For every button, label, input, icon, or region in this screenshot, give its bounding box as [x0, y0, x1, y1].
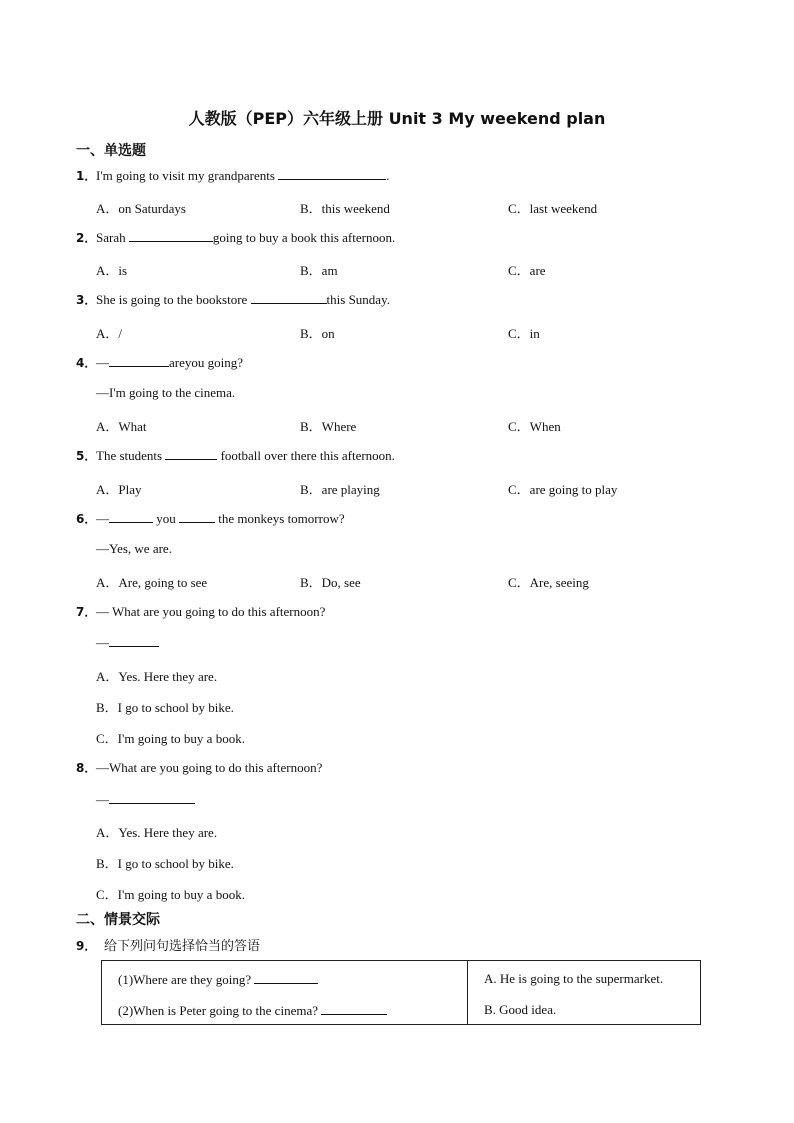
question-text: — — [96, 355, 109, 370]
question-text: I'm going to visit my grandparents — [96, 168, 279, 183]
answer-blank — [109, 510, 153, 523]
question-number: 9． — [76, 939, 97, 953]
question-3 — [76, 291, 390, 308]
question-text: (1)Where are they going? — [118, 972, 255, 987]
option-a: A．Play — [96, 482, 142, 497]
option-a: A．Are, going to see — [96, 575, 208, 590]
question-text-end: the monkeys tomorrow? — [215, 511, 345, 526]
option-b: B．are playing — [300, 482, 380, 497]
option-b: B．Do, see — [300, 575, 361, 590]
question-text: —What are you going to do this afternoon? — [96, 760, 323, 775]
table-divider — [467, 961, 468, 1024]
question-7 — [76, 603, 325, 620]
question-text: — What are you going to do this afternoon? — [96, 604, 326, 619]
question-text: The students — [96, 448, 166, 463]
question-text-mid: you — [153, 511, 179, 526]
document-title: 人教版（PEP）六年级上册 Unit 3 My weekend plan — [188, 109, 606, 128]
question-1 — [76, 167, 389, 184]
question-number: 1． — [76, 169, 97, 183]
option-a: A．Yes. Here they are. — [96, 825, 218, 840]
question-text: 给下列问句选择恰当的答语 — [104, 939, 261, 954]
dialogue-response: —I'm going to the cinema. — [96, 385, 236, 400]
question-number: 2． — [76, 231, 97, 245]
dialogue-response: —Yes, we are. — [96, 541, 172, 556]
answer-blank — [129, 229, 213, 242]
question-number: 5． — [76, 449, 97, 463]
option-c: C．I'm going to buy a book. — [96, 731, 245, 746]
answer-blank — [179, 510, 215, 523]
question-text: — — [96, 511, 109, 526]
question-number: 3． — [76, 293, 97, 307]
question-text-end: areyou going? — [169, 355, 244, 370]
matching-table — [101, 960, 701, 1025]
option-b: B．I go to school by bike. — [96, 856, 234, 871]
question-number: 4． — [76, 356, 97, 370]
section-heading-single-choice: 一、单选题 — [76, 143, 146, 159]
answer-blank — [278, 167, 386, 180]
option-b: B．this weekend — [300, 201, 390, 216]
answer-blank — [109, 354, 169, 367]
question-number: 8． — [76, 761, 97, 775]
option-b: B．I go to school by bike. — [96, 700, 234, 715]
option-c: C．last weekend — [508, 201, 598, 216]
question-text-end: . — [386, 168, 390, 183]
option-b: B．on — [300, 326, 335, 341]
option-c: C．When — [508, 419, 561, 434]
question-4 — [76, 354, 243, 371]
dash: — — [96, 792, 109, 807]
question-text: (2)When is Peter going to the cinema? — [118, 1003, 322, 1018]
table-right-row-2: B. Good idea. — [484, 1002, 557, 1017]
option-b: B．am — [300, 263, 338, 278]
question-9 — [76, 935, 260, 954]
option-c: C．in — [508, 326, 540, 341]
answer-line — [96, 634, 159, 651]
question-text-end: going to buy a book this afternoon. — [212, 230, 396, 245]
answer-blank — [165, 447, 217, 460]
question-text: She is going to the bookstore — [96, 292, 251, 307]
question-number: 6． — [76, 512, 97, 526]
option-a: A．What — [96, 419, 147, 434]
option-c: C．I'm going to buy a book. — [96, 887, 245, 902]
dash: — — [96, 635, 109, 650]
answer-blank — [254, 971, 318, 984]
option-a: A．on Saturdays — [96, 201, 186, 216]
option-a: A．is — [96, 263, 128, 278]
answer-blank — [109, 634, 159, 647]
option-c: C．are going to play — [508, 482, 618, 497]
answer-line — [96, 791, 195, 808]
answer-blank — [251, 291, 327, 304]
option-b: B．Where — [300, 419, 357, 434]
table-left-row-2 — [118, 1002, 387, 1019]
table-left-row-1 — [118, 971, 318, 988]
question-5 — [76, 447, 395, 464]
option-a: A．Yes. Here they are. — [96, 669, 218, 684]
question-text: Sarah — [96, 230, 129, 245]
question-6 — [76, 510, 345, 527]
table-right-row-1: A. He is going to the supermarket. — [484, 971, 664, 986]
option-c: C．Are, seeing — [508, 575, 589, 590]
question-number: 7． — [76, 605, 97, 619]
answer-blank — [321, 1002, 387, 1015]
question-text-end: football over there this afternoon. — [217, 448, 395, 463]
question-8 — [76, 759, 322, 776]
option-c: C．are — [508, 263, 546, 278]
option-a: A．/ — [96, 326, 123, 341]
question-text-end: this Sunday. — [326, 292, 390, 307]
section-heading-situational: 二、情景交际 — [76, 912, 160, 928]
question-2 — [76, 229, 395, 246]
answer-blank — [109, 791, 195, 804]
